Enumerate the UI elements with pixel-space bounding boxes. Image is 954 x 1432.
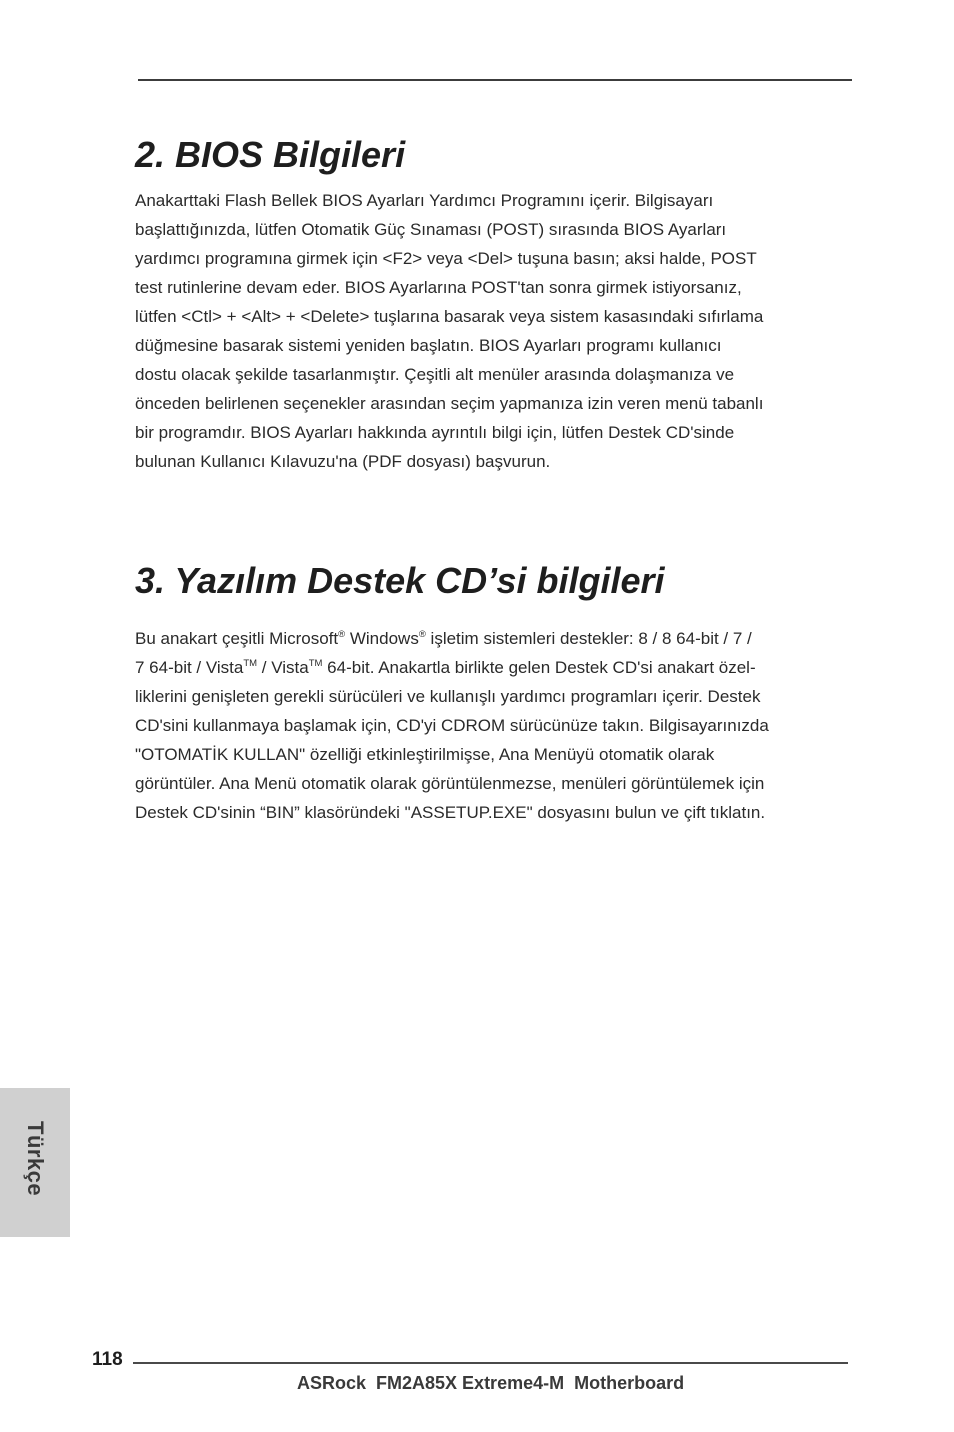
bios-heading: 2. BIOS Bilgileri: [135, 134, 406, 175]
bios-line: düğmesine basarak sistemi yeniden başlatın. BIOS Ayarları programı kullanıcı: [135, 336, 722, 355]
software-line: liklerini genişleten gerekli sürücüleri ve kullanışlı yardımcı programları içerir. Destek: [135, 687, 761, 706]
software-line: "OTOMATİK KULLAN" özelliği etkinleştirilmişse, Ana Menüyü otomatik olarak: [135, 745, 715, 764]
line-text: 7 64-bit / Vista: [135, 658, 244, 677]
bios-line: lütfen <Ctl> + <Alt> + <Delete> tuşlarına basarak veya sistem kasasındaki sıfırlama: [135, 307, 764, 326]
bios-line: dostu olacak şekilde tasarlanmıştır. Çeşitli alt menüler arasında dolaşmanıza ve: [135, 365, 735, 384]
software-line: [135, 653, 769, 682]
line-text: / Vista: [257, 658, 309, 677]
language-tab-label: Türkçe: [23, 1120, 48, 1197]
software-cd-paragraph: [135, 624, 769, 827]
bios-line: başlattığınızda, lütfen Otomatik Güç Sınaması (POST) sırasında BIOS Ayarları: [135, 220, 727, 239]
line-text: Bu anakart çeşitli Microsoft: [135, 629, 339, 648]
bios-line: yardımcı programına girmek için <F2> veya <Del> tuşuna basın; aksi halde, POST: [135, 249, 757, 268]
footer-title: ASRock FM2A85X Extreme4-M Motherboard: [297, 1373, 685, 1393]
bios-line: bulunan Kullanıcı Kılavuzu'na (PDF dosyası) başvurun.: [135, 452, 551, 471]
top-rule: [138, 79, 852, 81]
bios-line: test rutinlerine devam eder. BIOS Ayarlarına POST'tan sonra girmek istiyorsanız,: [135, 278, 742, 297]
bios-line: önceden belirlenen seçenekler arasından seçim yapmanıza izin veren menü tabanlı: [135, 394, 764, 413]
software-line: [135, 624, 769, 653]
software-line: CD'sini kullanmaya başlamak için, CD'yi CDROM sürücünüze takın. Bilgisayarınızda: [135, 716, 769, 735]
bios-line: Anakarttaki Flash Bellek BIOS Ayarları Yardımcı Programını içerir. Bilgisayarı: [135, 191, 714, 210]
software-line: Destek CD'sinin “BIN” klasöründeki "ASSETUP.EXE" dosyasını bulun ve çift tıklatın.: [135, 803, 766, 822]
registered-mark: ®: [338, 629, 346, 640]
language-tab: [0, 1088, 70, 1237]
software-line: görüntüler. Ana Menü otomatik olarak görüntülenmezse, menüleri görüntülemek için: [135, 774, 765, 793]
line-text: işletim sistemleri destekler: 8 / 8 64-bit / 7 /: [425, 629, 752, 648]
footer-rule: [133, 1362, 848, 1364]
line-text: 64-bit. Anakartla birlikte gelen Destek CD'si anakart özel-: [322, 658, 756, 677]
bios-paragraph: [135, 186, 763, 476]
bios-line: bir programdır. BIOS Ayarları hakkında ayrıntılı bilgi için, lütfen Destek CD'sinde: [135, 423, 735, 442]
trademark-mark: TM: [308, 658, 323, 669]
trademark-mark: TM: [243, 658, 258, 669]
software-cd-heading: 3. Yazılım Destek CD’si bilgileri: [135, 560, 665, 601]
line-text: Windows: [345, 629, 419, 648]
registered-mark: ®: [418, 629, 426, 640]
page-number: 118: [92, 1349, 123, 1370]
